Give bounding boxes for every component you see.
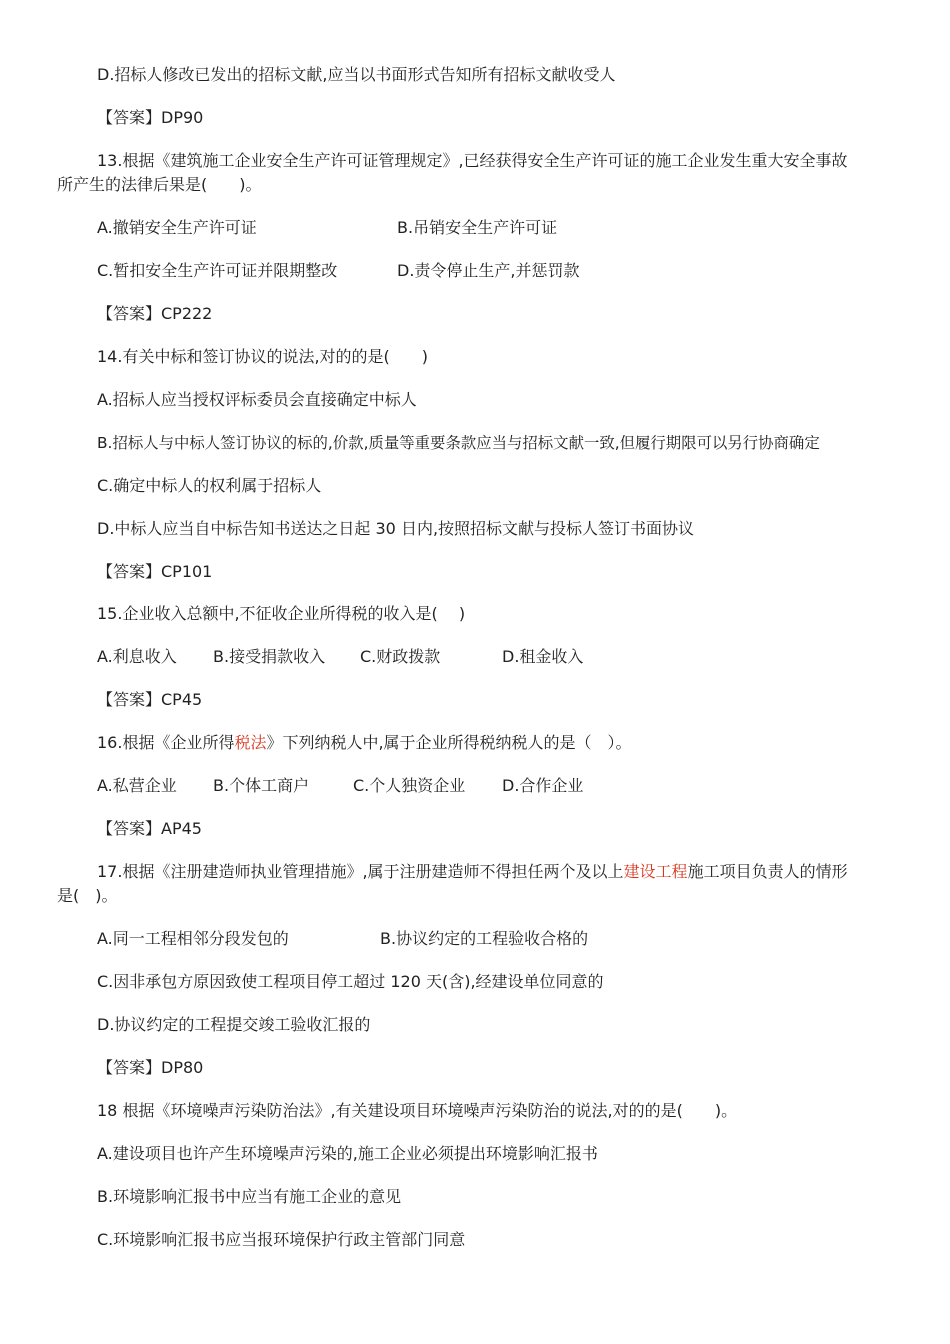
q13-option-b: B.吊销安全生产许可证: [397, 218, 558, 237]
q18-option-c: C.环境影响汇报书应当报环境保护行政主管部门同意: [97, 1230, 466, 1249]
q13-option-a: A.撤销安全生产许可证: [97, 218, 257, 237]
q13-answer: 【答案】CP222: [97, 304, 213, 323]
q17-construction-link[interactable]: 建设工程: [623, 862, 688, 881]
q16-option-a: A.私营企业: [97, 776, 177, 795]
q16-stem: [97, 732, 632, 754]
q16-stem-post: 》下列纳税人中,属于企业所得税纳税人的是（ ）。: [266, 733, 632, 752]
q18-stem: 18 根据《环境噪声污染防治法》,有关建设项目环境噪声污染防治的说法,对的的是( )。: [97, 1101, 738, 1120]
q17-option-a: A.同一工程相邻分段发包的: [97, 929, 289, 948]
q14-stem: 14.有关中标和签订协议的说法,对的的是( ): [97, 347, 429, 366]
q16-option-d: D.合作企业: [502, 776, 584, 795]
q16-stem-pre: 16.根据《企业所得: [97, 733, 235, 752]
q13-option-c: C.暂扣安全生产许可证并限期整改: [97, 261, 338, 280]
q17-stem-pre: 17.根据《注册建造师执业管理措施》,属于注册建造师不得担任两个及以上: [97, 862, 624, 881]
q18-option-b: B.环境影响汇报书中应当有施工企业的意见: [97, 1187, 402, 1206]
q15-option-d: D.租金收入: [502, 647, 584, 666]
q17-stem-line2: 是( )。: [57, 886, 118, 905]
q14-option-a: A.招标人应当授权评标委员会直接确定中标人: [97, 390, 417, 409]
q15-answer: 【答案】CP45: [97, 690, 203, 709]
q14-answer: 【答案】CP101: [97, 562, 213, 581]
q13-stem-line1: 13.根据《建筑施工企业安全生产许可证管理规定》,已经获得安全生产许可证的施工企业发生重大安全事故: [97, 151, 848, 170]
q15-stem: 15.企业收入总额中,不征收企业所得税的收入是( ): [97, 604, 466, 623]
q13-option-d: D.责令停止生产,并惩罚款: [397, 261, 580, 280]
q17-option-c: C.因非承包方原因致使工程项目停工超过 120 天(含),经建设单位同意的: [97, 972, 604, 991]
q14-option-b: B.招标人与中标人签订协议的标的,价款,质量等重要条款应当与招标文献一致,但履行期限可以另行协商确定: [97, 434, 820, 452]
q16-answer: 【答案】AP45: [97, 819, 202, 838]
q16-option-c: C.个人独资企业: [353, 776, 466, 795]
q17-option-d: D.协议约定的工程提交竣工验收汇报的: [97, 1015, 371, 1034]
q14-option-d: D.中标人应当自中标告知书送达之日起 30 日内,按照招标文献与投标人签订书面协议: [97, 519, 695, 538]
q13-stem-line2: 所产生的法律后果是( )。: [57, 175, 262, 194]
q17-stem-post: 施工项目负责人的情形: [687, 862, 848, 881]
q17-option-b: B.协议约定的工程验收合格的: [380, 929, 589, 948]
q16-tax-law-link[interactable]: 税法: [234, 733, 267, 752]
q15-option-b: B.接受捐款收入: [213, 647, 326, 666]
q15-option-a: A.利息收入: [97, 647, 177, 666]
q17-stem-line1: [97, 861, 848, 883]
q18-option-a: A.建设项目也许产生环境噪声污染的,施工企业必须提出环境影响汇报书: [97, 1144, 598, 1163]
q14-option-c: C.确定中标人的权利属于招标人: [97, 476, 322, 495]
q12-answer: 【答案】DP90: [97, 108, 204, 127]
q12-option-d: D.招标人修改已发出的招标文献,应当以书面形式告知所有招标文献收受人: [97, 65, 616, 84]
q15-option-c: C.财政拨款: [360, 647, 441, 666]
q16-option-b: B.个体工商户: [213, 776, 310, 795]
q17-answer: 【答案】DP80: [97, 1058, 204, 1077]
